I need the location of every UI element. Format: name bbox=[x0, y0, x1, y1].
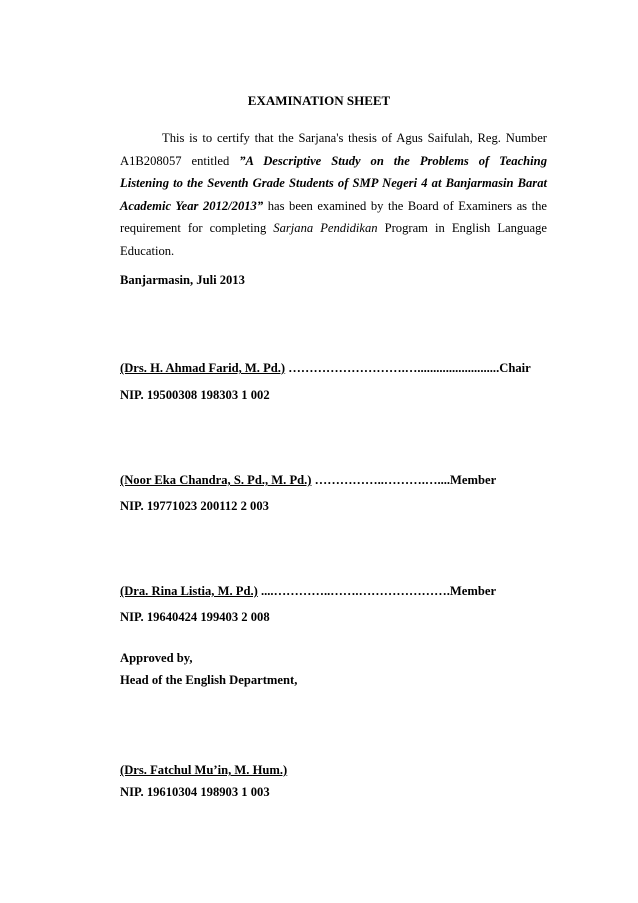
paragraph-line-2-prefix: A1B208057 entitled bbox=[120, 153, 230, 168]
examiner-1-nip: NIP. 19500308 198303 1 002 bbox=[120, 388, 270, 402]
paragraph-line-4 bbox=[120, 195, 547, 218]
paragraph-line-2 bbox=[120, 150, 547, 173]
thesis-title-part-1: ”A Descriptive Study on the Problems of Teaching bbox=[239, 153, 547, 168]
thesis-title-part-3: Academic Year 2012/2013” bbox=[120, 198, 264, 213]
paragraph-line-5 bbox=[120, 217, 547, 240]
page-title: EXAMINATION SHEET bbox=[247, 93, 391, 108]
examiner-2-dots: ……………..……….….... bbox=[311, 473, 451, 487]
examiner-1-dots: ……………………….….......................... bbox=[285, 361, 500, 375]
paragraph-line-5-rest: Program in English Language bbox=[384, 221, 547, 235]
examiner-2-signature-line bbox=[120, 473, 496, 488]
examiner-2-nip: NIP. 19771023 200112 2 003 bbox=[120, 499, 269, 513]
paragraph-line-1-text: This is to certify that the Sarjana's thesis of Agus Saifulah, Reg. Number bbox=[162, 131, 547, 145]
place-date: Banjarmasin, Juli 2013 bbox=[120, 273, 245, 287]
degree-name: Sarjana Pendidikan bbox=[273, 221, 378, 235]
examiner-3-nip: NIP. 19640424 199403 2 008 bbox=[120, 610, 270, 624]
paragraph-line-5-prefix: requirement for completing bbox=[120, 221, 267, 235]
examiner-2-name: (Noor Eka Chandra, S. Pd., M. Pd.) bbox=[120, 473, 312, 487]
department-head-nip: NIP. 19610304 198903 1 003 bbox=[120, 785, 270, 799]
examiner-1-signature-line bbox=[120, 361, 531, 376]
examiner-3-name: (Dra. Rina Listia, M. Pd.) bbox=[120, 584, 258, 598]
paragraph-line-6-text: Education. bbox=[120, 243, 175, 258]
certification-paragraph bbox=[120, 127, 547, 262]
examiner-3-dots: ....…………..…….…………………. bbox=[257, 584, 450, 598]
paragraph-line-3 bbox=[120, 172, 547, 195]
examiner-3-role: Member bbox=[449, 584, 497, 598]
examiner-3-signature-line bbox=[120, 584, 496, 599]
department-head-title: Head of the English Department, bbox=[120, 673, 298, 687]
thesis-title-part-2: Listening to the Seventh Grade Students of SMP Negeri 4 at Banjarmasin Barat bbox=[120, 176, 547, 190]
approved-by-label: Approved by, bbox=[120, 651, 193, 665]
examiner-1-name: (Drs. H. Ahmad Farid, M. Pd.) bbox=[120, 361, 286, 375]
examiner-2-role: Member bbox=[450, 473, 497, 487]
paragraph-line-6 bbox=[120, 240, 547, 263]
examiner-1-role: Chair bbox=[499, 361, 531, 375]
department-head-name: (Drs. Fatchul Mu’in, M. Hum.) bbox=[120, 763, 288, 777]
paragraph-line-4-rest: has been examined by the Board of Examiners as the bbox=[267, 198, 547, 213]
paragraph-line-1 bbox=[120, 127, 547, 150]
